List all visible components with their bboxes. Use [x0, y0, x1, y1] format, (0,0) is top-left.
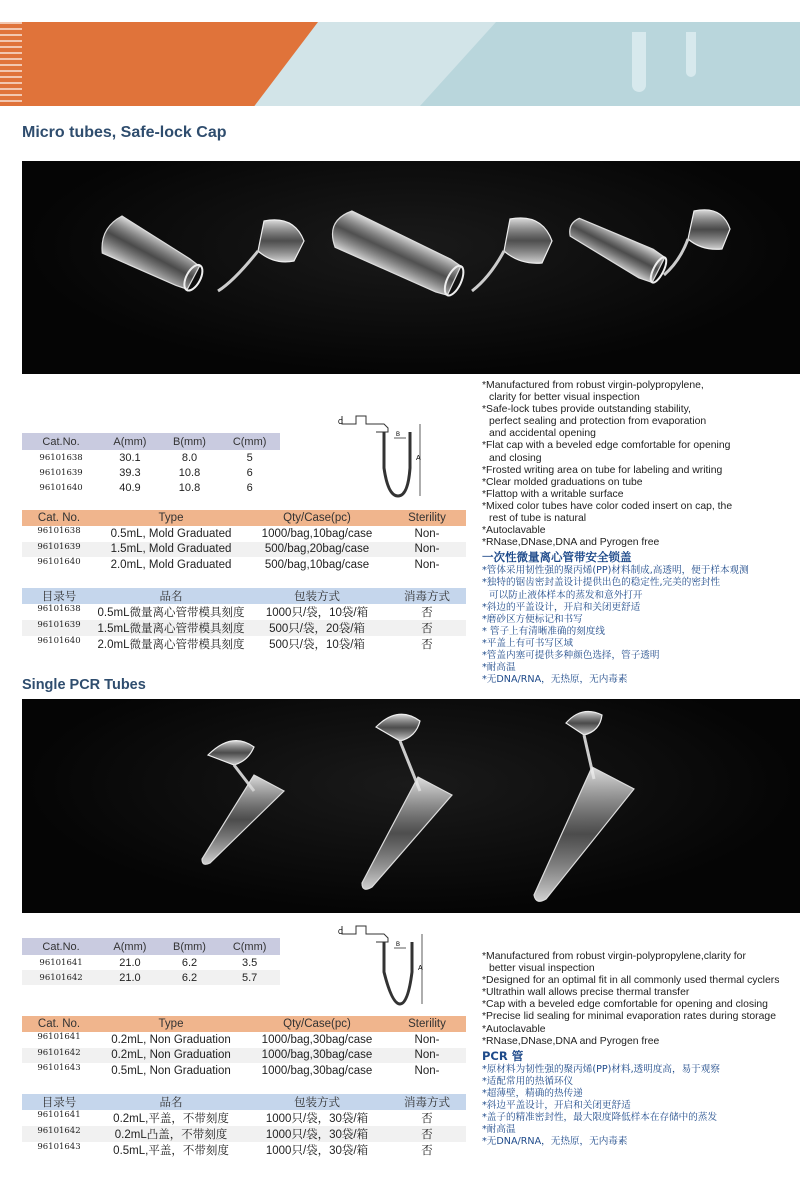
col-header: Cat. No.	[22, 510, 96, 526]
diagram-label-b: B	[396, 432, 401, 438]
col-header: Cat.No.	[22, 938, 100, 955]
table-row: 96101643 0.5mL, Non Graduation 1000/bag,30bag/case Non-	[37, 1063, 440, 1077]
feature-line-cn: *盖子的精准密封性，最大限度降低样本在存储中的蒸发	[482, 1112, 718, 1124]
feature-line: *Ultrathin wall allows precise thermal transfer	[482, 987, 690, 999]
feature-line: *Autoclavable	[482, 525, 546, 537]
pcr-tube-0-2ml-domed	[362, 714, 452, 889]
pcr-tube-0-5ml-flat	[534, 711, 634, 901]
table-row: 96101638 0.5mL微量离心管带模具刻度 1000只/袋，10袋/箱 否	[37, 604, 433, 619]
diagram-label-b: B	[396, 942, 401, 948]
feature-line: perfect sealing and protection from evaporation	[489, 416, 707, 428]
dims-table-micro-tubes	[22, 433, 280, 495]
banner-orange-block	[0, 22, 318, 106]
micro-tube-2-0ml	[564, 211, 670, 286]
table-row: 96101642 0.2mL, Non Graduation 1000/bag,30bag/case Non-	[22, 1048, 466, 1064]
dims-table-pcr-tubes	[22, 938, 280, 985]
diagram-label-c: C	[338, 419, 344, 426]
product-table-pcr-tubes	[22, 1016, 466, 1079]
table-row: 96101641 0.2mL,平盖，不带刻度 1000只/袋，30袋/箱 否	[37, 1110, 433, 1125]
table-row: 96101642 21.0 6.2 5.7	[22, 970, 280, 985]
diagram-label-a: A	[418, 965, 423, 972]
features-cn-title: 一次性微量离心管带安全锁盖	[482, 550, 632, 565]
feature-line-cn: *磨砂区方便标记和书写	[482, 613, 583, 625]
table-row: 96101639 39.3 10.8 6	[39, 466, 253, 479]
feature-line: *Mixed color tubes have color coded insert on cap, the	[482, 500, 733, 512]
diagram-label-c: C	[338, 929, 344, 936]
feature-line: *Flat cap with a beveled edge comfortable for opening	[482, 440, 731, 452]
feature-line: and closing	[489, 452, 542, 464]
micro-tubes-photo	[22, 161, 800, 374]
col-header: Type	[96, 510, 246, 526]
table-row: 96101639 1.5mL微量离心管带模具刻度 500只/袋，20袋/箱 否	[22, 620, 466, 636]
col-header: C(mm)	[219, 938, 280, 955]
table-row: 96101640 2.0mL微量离心管带模具刻度 500只/袋，10袋/箱 否	[37, 636, 433, 651]
col-header: A(mm)	[100, 938, 160, 955]
col-header: B(mm)	[160, 433, 220, 450]
table-row: 96101641 21.0 6.2 3.5	[39, 956, 258, 969]
col-header: 消毒方式	[388, 588, 466, 604]
table-row: 96101640 2.0mL, Mold Graduated 500/bag,10bag/case Non-	[37, 557, 440, 571]
tube-dimension-diagram	[336, 412, 428, 500]
pcr-tubes-photo	[22, 699, 800, 913]
feature-line-cn: *超薄壁，精确的热传递	[482, 1087, 583, 1099]
feature-line: *Safe-lock tubes provide outstanding stability,	[482, 404, 691, 416]
feature-line: and accidental opening	[489, 428, 596, 440]
feature-line: *Designed for an optimal fit in all commonly used thermal cyclers	[482, 975, 780, 987]
product-table-micro-tubes	[22, 510, 466, 573]
banner-tube-silhouette	[632, 32, 646, 92]
col-header: Qty/Case(pc)	[246, 1016, 388, 1032]
table-row: 96101638 0.5mL, Mold Graduated 1000/bag,10bag/case Non-	[37, 526, 440, 540]
feature-line: *Frosted writing area on tube for labeling and writing	[482, 464, 723, 476]
feature-line-cn: *斜边平盖设计，开启和关闭更舒适	[482, 1100, 631, 1112]
col-header: 消毒方式	[388, 1094, 466, 1110]
feature-line: *Manufactured from robust virgin-polypropylene,clarity for	[482, 951, 746, 962]
micro-tube-0-5ml	[96, 213, 209, 300]
col-header: B(mm)	[160, 938, 220, 955]
feature-line: *Flattop with a writable surface	[482, 488, 624, 500]
col-header: 包装方式	[246, 1094, 388, 1110]
banner-tube-silhouette	[686, 32, 696, 77]
feature-line-cn: *无DNA/RNA，无热原，无内毒素	[482, 1136, 628, 1148]
col-header: Cat.No.	[22, 433, 100, 450]
feature-line: *Autoclavable	[482, 1023, 546, 1035]
table-row: 96101640 40.9 10.8 6	[39, 481, 253, 494]
feature-line-cn: *适配常用的热循环仪	[482, 1075, 574, 1087]
pcr-tube-0-2ml-flat	[202, 741, 284, 865]
feature-line: *Cap with a beveled edge comfortable for opening and closing	[482, 999, 768, 1011]
micro-tube-1-5ml	[326, 207, 469, 302]
table-row: 96101639 1.5mL, Mold Graduated 500/bag,20bag/case Non-	[22, 542, 466, 558]
features-pcr-tubes	[482, 951, 800, 1148]
feature-line-cn: *耐高温	[482, 662, 516, 674]
col-header: A(mm)	[100, 433, 160, 450]
feature-line: better visual inspection	[489, 963, 595, 975]
feature-line: *RNase,DNase,DNA and Pyrogen free	[482, 537, 660, 549]
feature-line-cn: * 管子上有清晰准确的刻度线	[482, 625, 605, 637]
diagram-label-a: A	[416, 455, 421, 462]
feature-line: *Manufactured from robust virgin-polypropylene,	[482, 380, 704, 391]
pcr-tube-dimension-diagram	[336, 918, 428, 1008]
col-header: Type	[96, 1016, 246, 1032]
feature-line: rest of tube is natural	[489, 513, 587, 525]
section-title-micro-tubes: Micro tubes, Safe-lock Cap	[22, 124, 227, 141]
feature-line-cn: *管体采用韧性强的聚丙烯(PP)材料制成,高透明，便于样本观测	[482, 565, 749, 577]
feature-line-cn: *无DNA/RNA，无热原，无内毒素	[482, 674, 628, 686]
features-cn-title: PCR 管	[482, 1048, 524, 1063]
feature-line: clarity for better visual inspection	[489, 392, 640, 404]
col-header: 包装方式	[246, 588, 388, 604]
table-row: 96101638 30.1 8.0 5	[39, 451, 253, 464]
col-header: Cat. No.	[22, 1016, 96, 1032]
feature-line-cn: *耐高温	[482, 1124, 516, 1136]
feature-line: *Clear molded graduations on tube	[482, 476, 643, 488]
micro-tubes-illustration	[22, 161, 800, 374]
cn-table-micro-tubes	[22, 588, 466, 652]
col-header: 品名	[96, 1094, 246, 1110]
col-header: 目录号	[22, 1094, 96, 1110]
feature-line-cn: *管盖内塞可提供多种颜色选择，管子透明	[482, 649, 660, 661]
col-header: Sterility	[388, 510, 466, 526]
feature-line-cn: *独特的锯齿密封盖设计提供出色的稳定性,完美的密封性	[482, 577, 721, 589]
col-header: Qty/Case(pc)	[246, 510, 388, 526]
feature-line-cn: 可以防止液体样本的蒸发和意外打开	[489, 589, 643, 601]
features-micro-tubes	[482, 380, 800, 686]
table-row: 96101642 0.2mL凸盖，不带刻度 1000只/袋，30袋/箱 否	[22, 1126, 466, 1142]
header-banner	[0, 22, 800, 106]
col-header: 目录号	[22, 588, 96, 604]
col-header: C(mm)	[219, 433, 280, 450]
pcr-tubes-illustration	[22, 699, 800, 913]
cn-table-pcr-tubes	[22, 1094, 466, 1158]
feature-line: *RNase,DNase,DNA and Pyrogen free	[482, 1035, 660, 1047]
section-title-pcr-tubes: Single PCR Tubes	[22, 677, 146, 693]
col-header: 品名	[96, 588, 246, 604]
banner-teal-block	[420, 22, 800, 106]
table-row: 96101643 0.5mL,平盖，不带刻度 1000只/袋，30袋/箱 否	[37, 1142, 433, 1157]
col-header: Sterility	[388, 1016, 466, 1032]
table-row: 96101641 0.2mL, Non Graduation 1000/bag,30bag/case Non-	[37, 1032, 440, 1046]
banner-stripes	[0, 22, 22, 106]
feature-line: *Precise lid sealing for minimal evaporation rates during storage	[482, 1011, 776, 1023]
feature-line-cn: *平盖上有可书写区域	[482, 637, 574, 649]
feature-line-cn: *原材料为韧性强的聚丙烯(PP)材料,透明度高，易于观察	[482, 1063, 720, 1075]
feature-line-cn: *斜边的平盖设计，开启和关闭更舒适	[482, 601, 641, 613]
